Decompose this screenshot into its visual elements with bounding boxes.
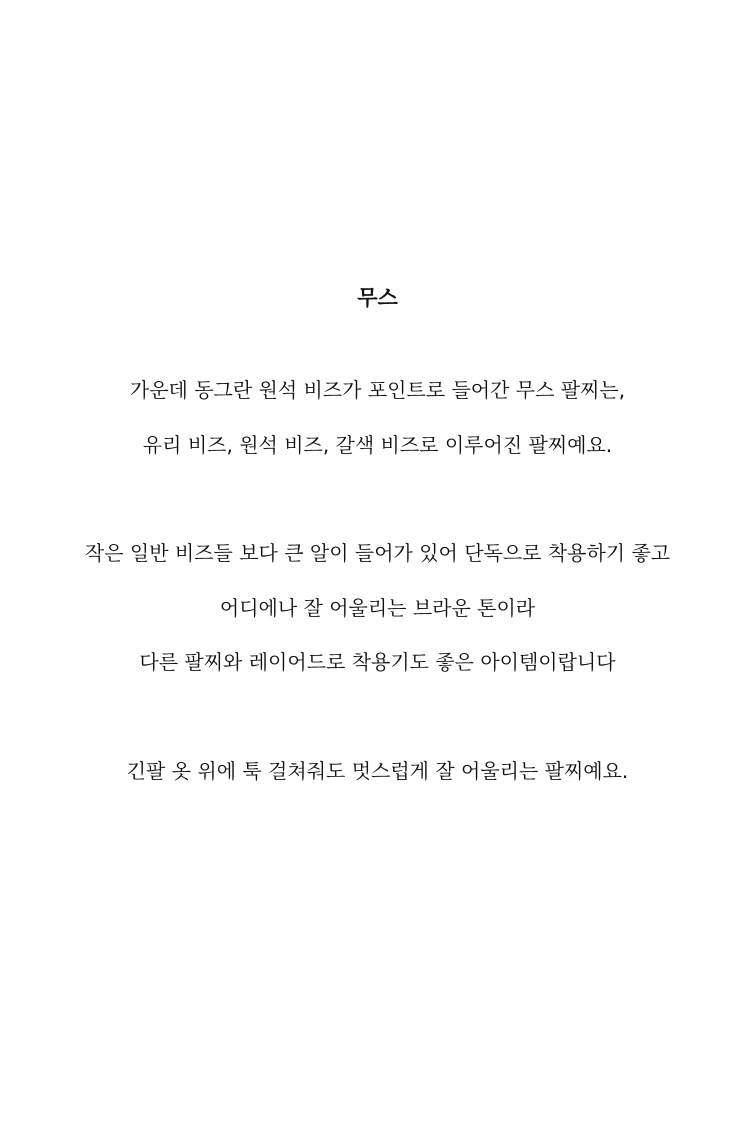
description-line: 작은 일반 비즈들 보다 큰 알이 들어가 있어 단독으로 착용하기 좋고 [84,541,671,565]
product-title: 무스 [357,286,398,310]
description-line: 어디에나 잘 어울리는 브라운 톤이라 [219,596,536,620]
description-line: 유리 비즈, 원석 비즈, 갈색 비즈로 이루어진 팔찌예요. [142,433,613,457]
description-line: 다른 팔찌와 레이어드로 착용기도 좋은 아이템이랍니다 [139,650,616,674]
description-line: 가운데 동그란 원석 비즈가 포인트로 들어간 무스 팔찌는, [129,378,626,402]
description-line: 긴팔 옷 위에 툭 걸쳐줘도 멋스럽게 잘 어울리는 팔찌예요. [126,759,629,783]
